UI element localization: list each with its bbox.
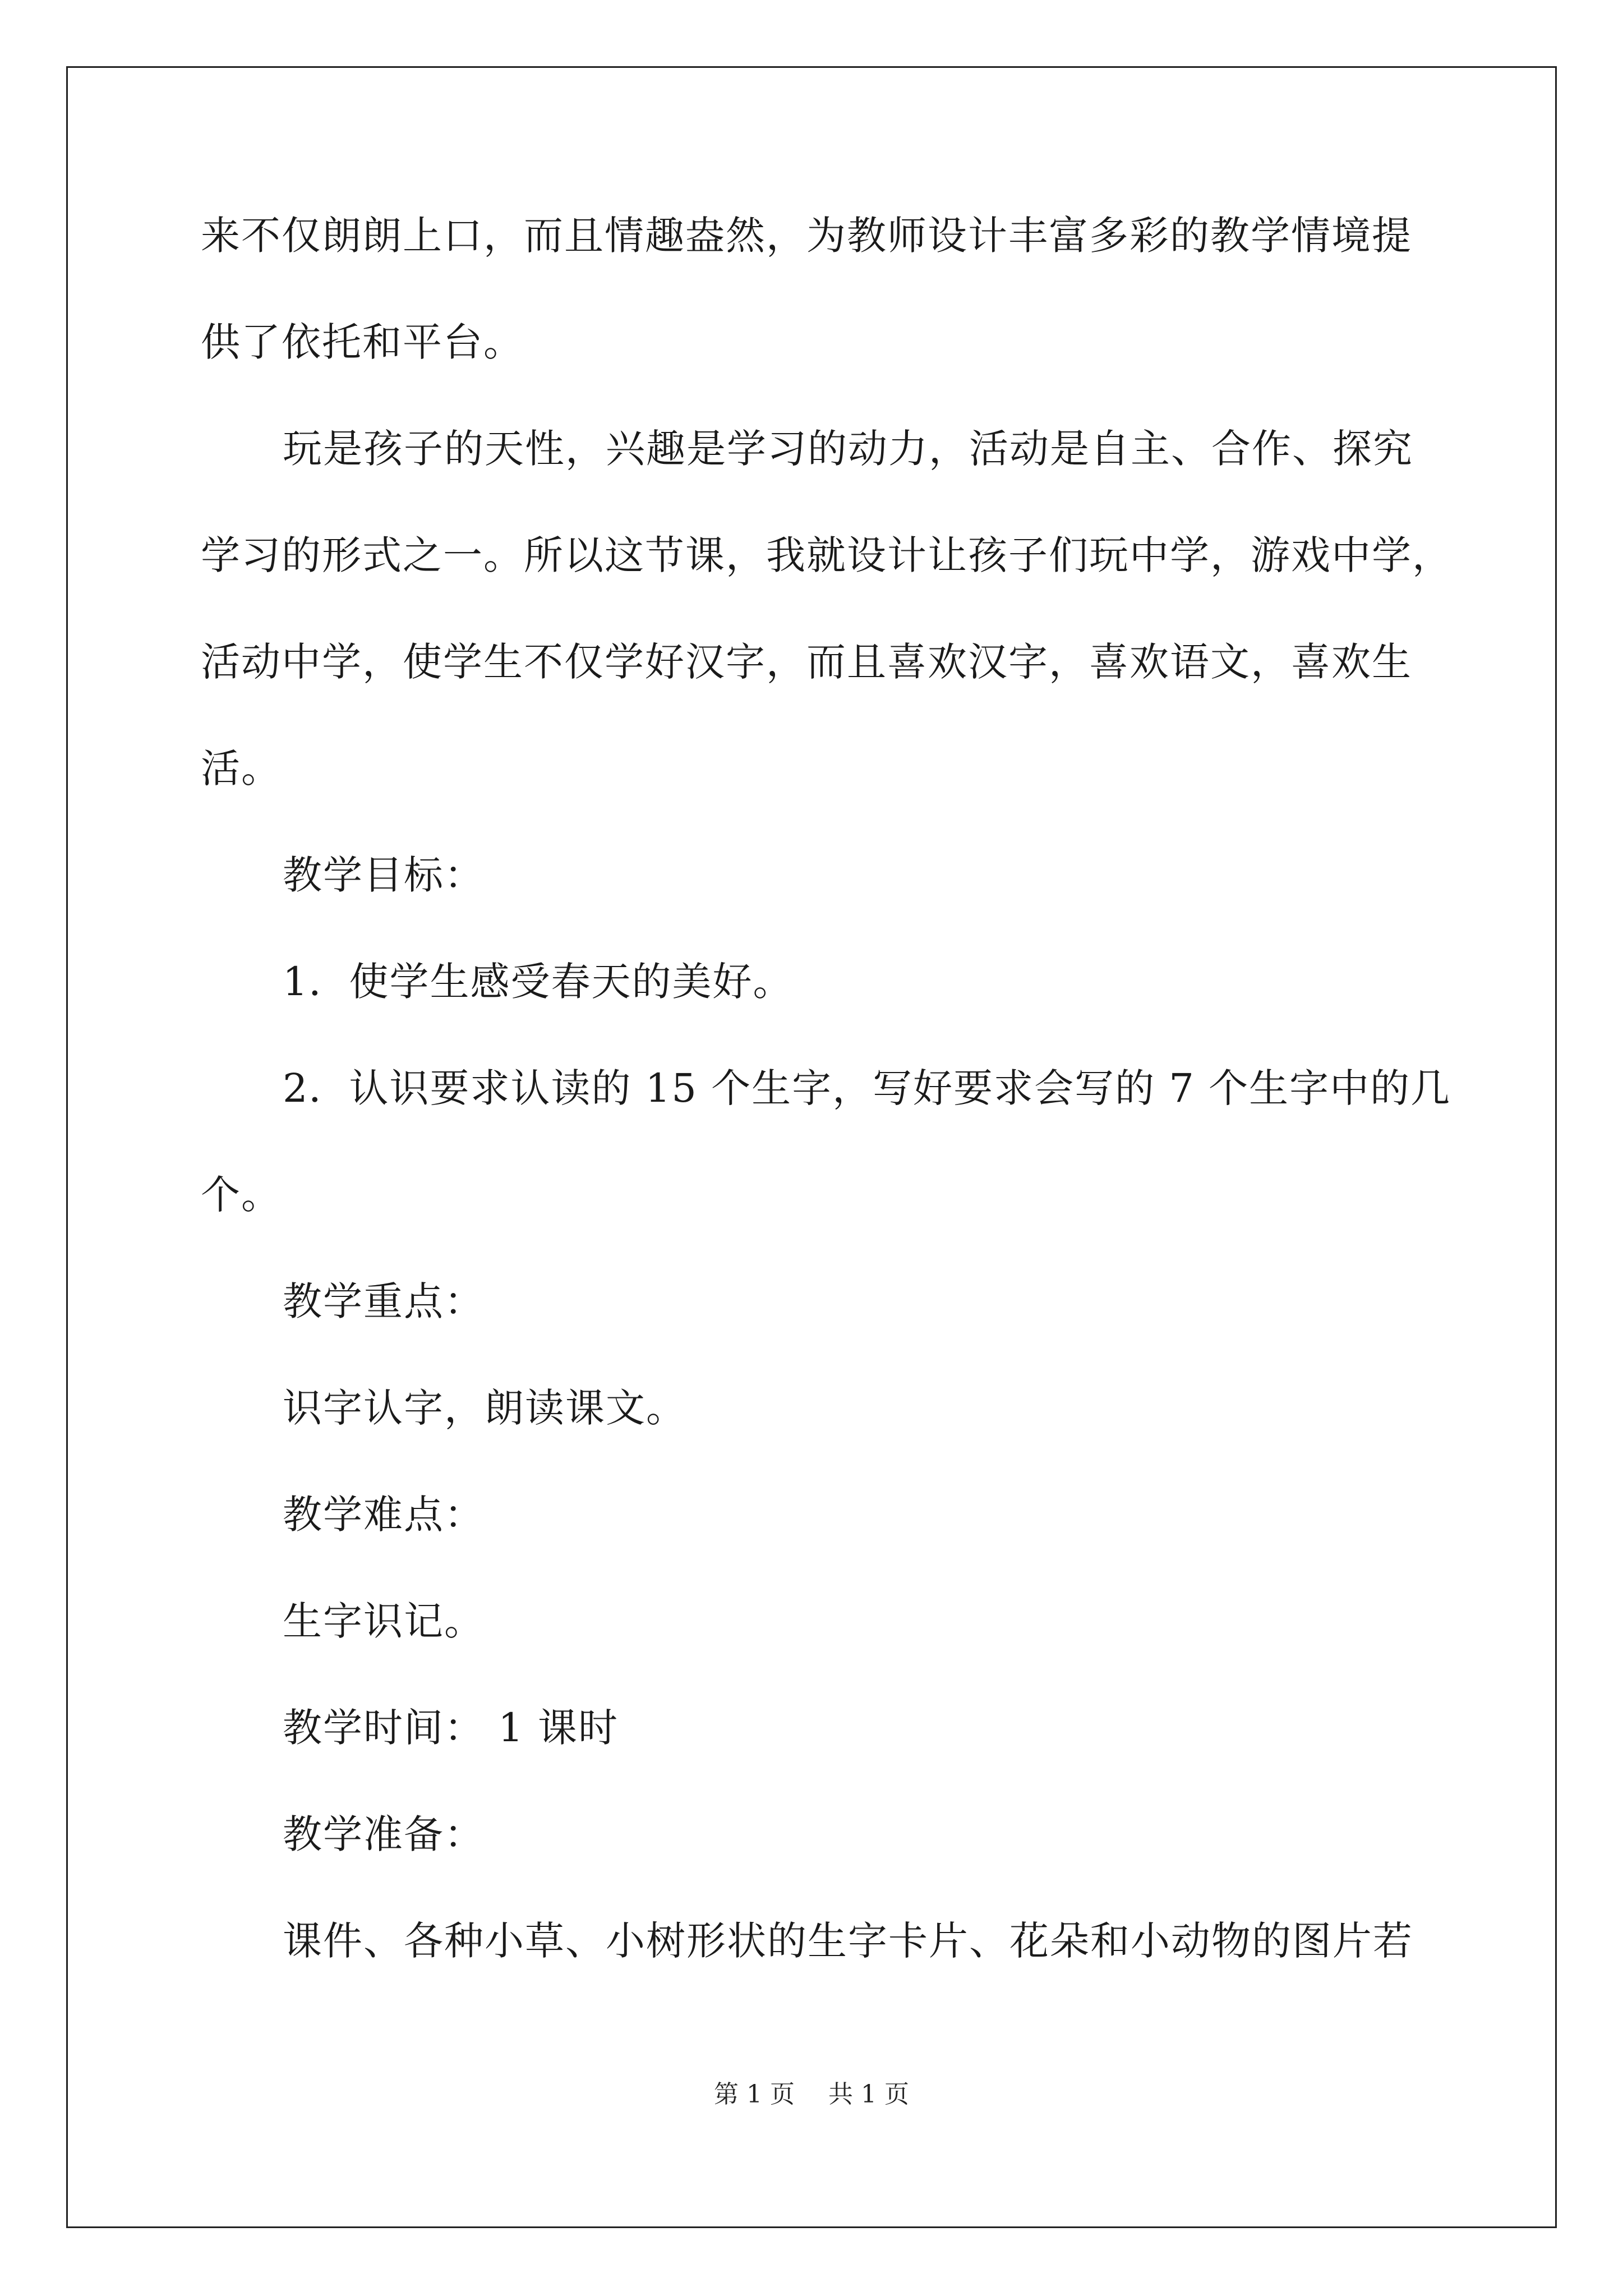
page-border <box>66 66 1557 2228</box>
text-line: 玩是孩子的天性，兴趣是学习的动力，活动是自主、合作、探究 <box>283 426 1413 472</box>
section-heading: 教学重点： <box>283 1278 485 1324</box>
text-line: 来不仅朗朗上口，而且情趣盎然，为教师设计丰富多彩的教学情境提 <box>201 213 1412 259</box>
text-line: 课件、各种小草、小树形状的生字卡片、花朵和小动物的图片若 <box>283 1918 1413 1964</box>
text-line: 识字认字，朗读课文。 <box>283 1385 686 1431</box>
text-line: 1．使学生感受春天的美好。 <box>283 959 794 1005</box>
section-heading: 教学难点： <box>283 1492 485 1538</box>
section-heading: 教学目标： <box>283 852 485 898</box>
section-heading: 教学准备： <box>283 1811 485 1857</box>
text-line: 供了依托和平台。 <box>201 319 524 365</box>
section-heading: 教学时间： 1 课时 <box>283 1705 619 1751</box>
page-number: 第 1 页 <box>714 2080 795 2109</box>
text-line: 活动中学，使学生不仅学好汉字，而且喜欢汉字，喜欢语文，喜欢生 <box>201 639 1412 685</box>
text-line: 活。 <box>201 746 282 792</box>
text-line: 学习的形式之一。所以这节课，我就设计让孩子们玩中学，游戏中学， <box>201 532 1453 578</box>
page-total: 共 1 页 <box>828 2080 909 2109</box>
text-line: 个。 <box>201 1172 282 1218</box>
text-line: 2．认识要求认读的 15 个生字，写好要求会写的 7 个生字中的几 <box>283 1065 1451 1111</box>
page-footer <box>0 2079 1623 2110</box>
text-line: 生字识记。 <box>283 1598 485 1644</box>
